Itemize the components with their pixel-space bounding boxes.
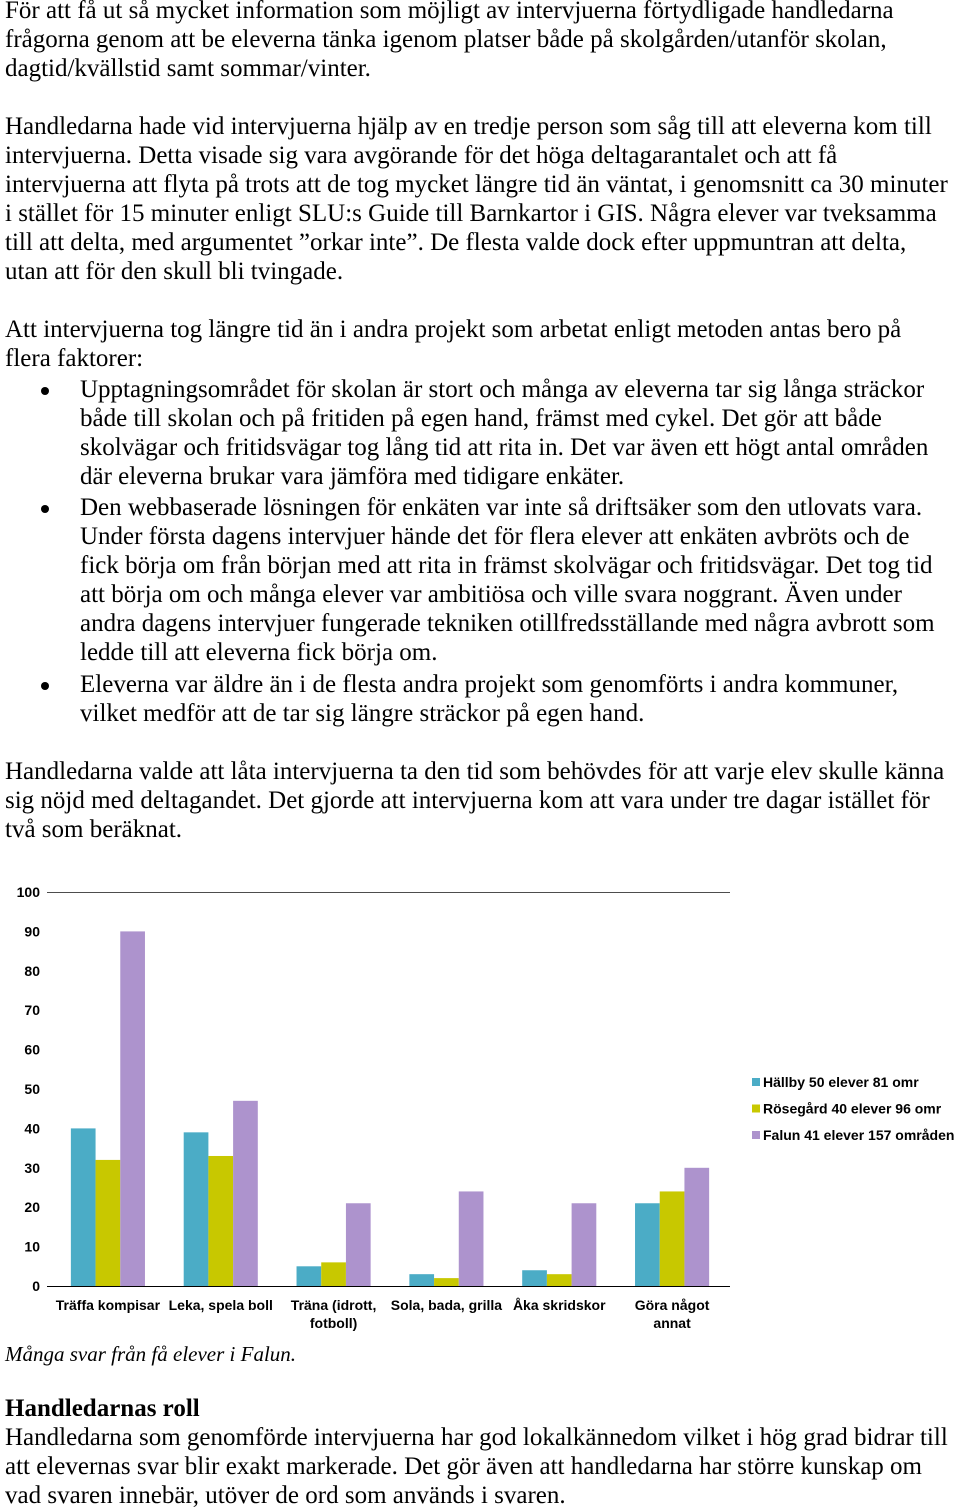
x-tick-label: Göra något annat — [634, 1297, 710, 1331]
text-line: dagtid/kvällstid samt sommar/vinter. — [5, 55, 371, 82]
text-line: utan att för den skull bli tvingade. — [5, 258, 344, 285]
text-line: till att delta, med argumentet ”orkar inte”. De flesta valde dock efter uppmuntran att delta, — [5, 229, 907, 256]
text-line: Handledarna valde att låta intervjuerna ta den tid som behövdes för att varje elev skulle känna — [5, 758, 945, 785]
text-line: att börja om och många elever var ambitiösa och ville svara noggrant. Även under — [80, 581, 902, 608]
text-line: där eleverna brukar vara jämföra med tidigare enkäter. — [80, 463, 625, 490]
factors-paragraph — [5, 315, 901, 373]
text-line: två som beräknat. — [5, 816, 183, 843]
bar-series-2-category-2 — [208, 1156, 233, 1286]
text-line: fick börja om från början med att rita in främst skolvägar och fritidsvägar. Det tog tid — [80, 552, 933, 579]
y-tick-label: 80 — [24, 962, 40, 979]
legend-label: Rösegård 40 elever 96 omr — [763, 1100, 942, 1117]
x-tick-label: Sola, bada, grilla — [390, 1297, 503, 1313]
y-tick-label: 0 — [32, 1278, 40, 1294]
y-tick-label: 70 — [24, 1002, 40, 1019]
bar-series-1-category-1 — [71, 1128, 96, 1286]
bar-series-1-category-2 — [184, 1132, 209, 1286]
bullet-icon — [41, 505, 49, 513]
text-line: ledde till att eleverna fick börja om. — [80, 639, 438, 666]
y-tick-label: 20 — [24, 1199, 40, 1216]
text-line: För att få ut så mycket information som möjligt av intervjuerna förtydligade handledarna — [5, 0, 894, 24]
x-tick-label: Träffa kompisar — [55, 1297, 161, 1313]
chart-caption: Många svar från få elever i Falun. — [5, 1342, 297, 1366]
bar-series-1-category-3 — [297, 1266, 322, 1286]
text-line: både till skolan och på fritiden på egen hand, främst med cykel. Det gör att både — [80, 405, 882, 432]
helpers-paragraph — [5, 112, 948, 286]
text-line: Att intervjuerna tog längre tid än i andra projekt som arbetat enligt metoden antas bero på — [5, 316, 902, 343]
intro-paragraph — [5, 0, 894, 83]
legend-swatch — [752, 1105, 760, 1113]
x-tick-label: Åka skridskor — [512, 1297, 606, 1313]
text-line: intervjuerna. Detta visade sig vara avgörande för det höga deltagarantalet och att få — [5, 142, 838, 169]
y-tick-label: 10 — [24, 1238, 40, 1255]
text-line: Handledarna hade vid intervjuerna hjälp av en tredje person som såg till att eleverna kom till — [5, 113, 932, 140]
text-line: i stället för 15 minuter enligt SLU:s Guide till Barnkartor i GIS. Några elever var tveksamma — [5, 200, 937, 227]
legend-swatch — [752, 1078, 760, 1086]
legend-swatch — [752, 1131, 760, 1139]
y-tick-label: 60 — [24, 1041, 40, 1058]
list-item — [0, 670, 898, 728]
text-line: flera faktorer: — [5, 345, 144, 372]
bar-series-2-category-5 — [547, 1274, 572, 1286]
text-line: Eleverna var äldre än i de flesta andra projekt som genomförts i andra kommuner, — [80, 671, 899, 698]
bar-series-3-category-3 — [346, 1203, 371, 1286]
text-line: frågorna genom att be eleverna tänka igenom platser både på skolgården/utanför skolan, — [5, 26, 887, 53]
bullet-icon — [41, 387, 49, 395]
y-tick-label: 90 — [24, 923, 40, 940]
bullet-icon — [41, 682, 49, 690]
text-line: sig nöjd med deltagandet. Det gjorde att intervjuerna kom att vara under tre dagar istället för — [5, 787, 930, 814]
text-line: att elevernas svar blir exakt markerade. Det gör även att handledarna har större kunskap om — [5, 1453, 922, 1480]
bar-series-3-category-2 — [233, 1101, 258, 1286]
bar-series-2-category-4 — [434, 1278, 459, 1286]
list-item — [0, 375, 928, 491]
text-line: Den webbaserade lösningen för enkäten var inte så driftsäker som den utlovats vara. — [80, 494, 923, 521]
bar-chart — [0, 875, 960, 1340]
y-tick-label: 100 — [16, 884, 40, 900]
text-line: andra dagens intervjuer fungerade tekniken otillfredsställande med några avbrott som — [80, 610, 935, 637]
decision-paragraph — [5, 757, 944, 844]
bar-series-2-category-1 — [96, 1160, 121, 1286]
x-tick-label: Träna (idrott, fotboll) — [290, 1297, 377, 1331]
section-heading: Handledarnas roll — [5, 1395, 200, 1422]
list-item — [0, 493, 935, 667]
role-paragraph — [5, 1423, 948, 1510]
y-tick-label: 40 — [24, 1120, 40, 1137]
bar-series-1-category-5 — [522, 1270, 547, 1286]
text-line: vilket medför att de tar sig längre sträckor på egen hand. — [80, 700, 645, 727]
text-line: vad svaren innebär, utöver de ord som används i svaren. — [5, 1482, 566, 1509]
bar-series-3-category-6 — [684, 1168, 709, 1286]
bar-series-2-category-3 — [321, 1262, 346, 1286]
bar-series-3-category-1 — [120, 931, 145, 1286]
bar-series-1-category-4 — [409, 1274, 434, 1286]
text-line: Under första dagens intervjuer hände det för flera elever att enkäten avbröts och de — [80, 523, 910, 550]
text-line: Handledarna som genomförde intervjuerna har god lokalkännedom vilket i hög grad bidrar till — [5, 1424, 948, 1451]
bar-series-2-category-6 — [660, 1191, 685, 1286]
bar-series-3-category-5 — [572, 1203, 597, 1286]
text-line: Upptagningsområdet för skolan är stort och många av eleverna tar sig långa sträckor — [80, 376, 925, 403]
legend-label: Falun 41 elever 157 områden — [763, 1127, 955, 1143]
text-line: skolvägar och fritidsvägar tog lång tid att rita in. Det var även ett högt antal områden — [80, 434, 929, 461]
legend-label: Hällby 50 elever 81 omr — [763, 1074, 919, 1090]
bar-series-3-category-4 — [459, 1191, 484, 1286]
y-tick-label: 50 — [24, 1081, 40, 1097]
bar-series-1-category-6 — [635, 1203, 660, 1286]
y-tick-label: 30 — [24, 1159, 40, 1176]
text-line: intervjuerna att flyta på trots att de tog mycket längre tid än väntat, i genomsnitt ca 30 minuter — [5, 171, 948, 198]
x-tick-label: Leka, spela boll — [168, 1297, 273, 1313]
